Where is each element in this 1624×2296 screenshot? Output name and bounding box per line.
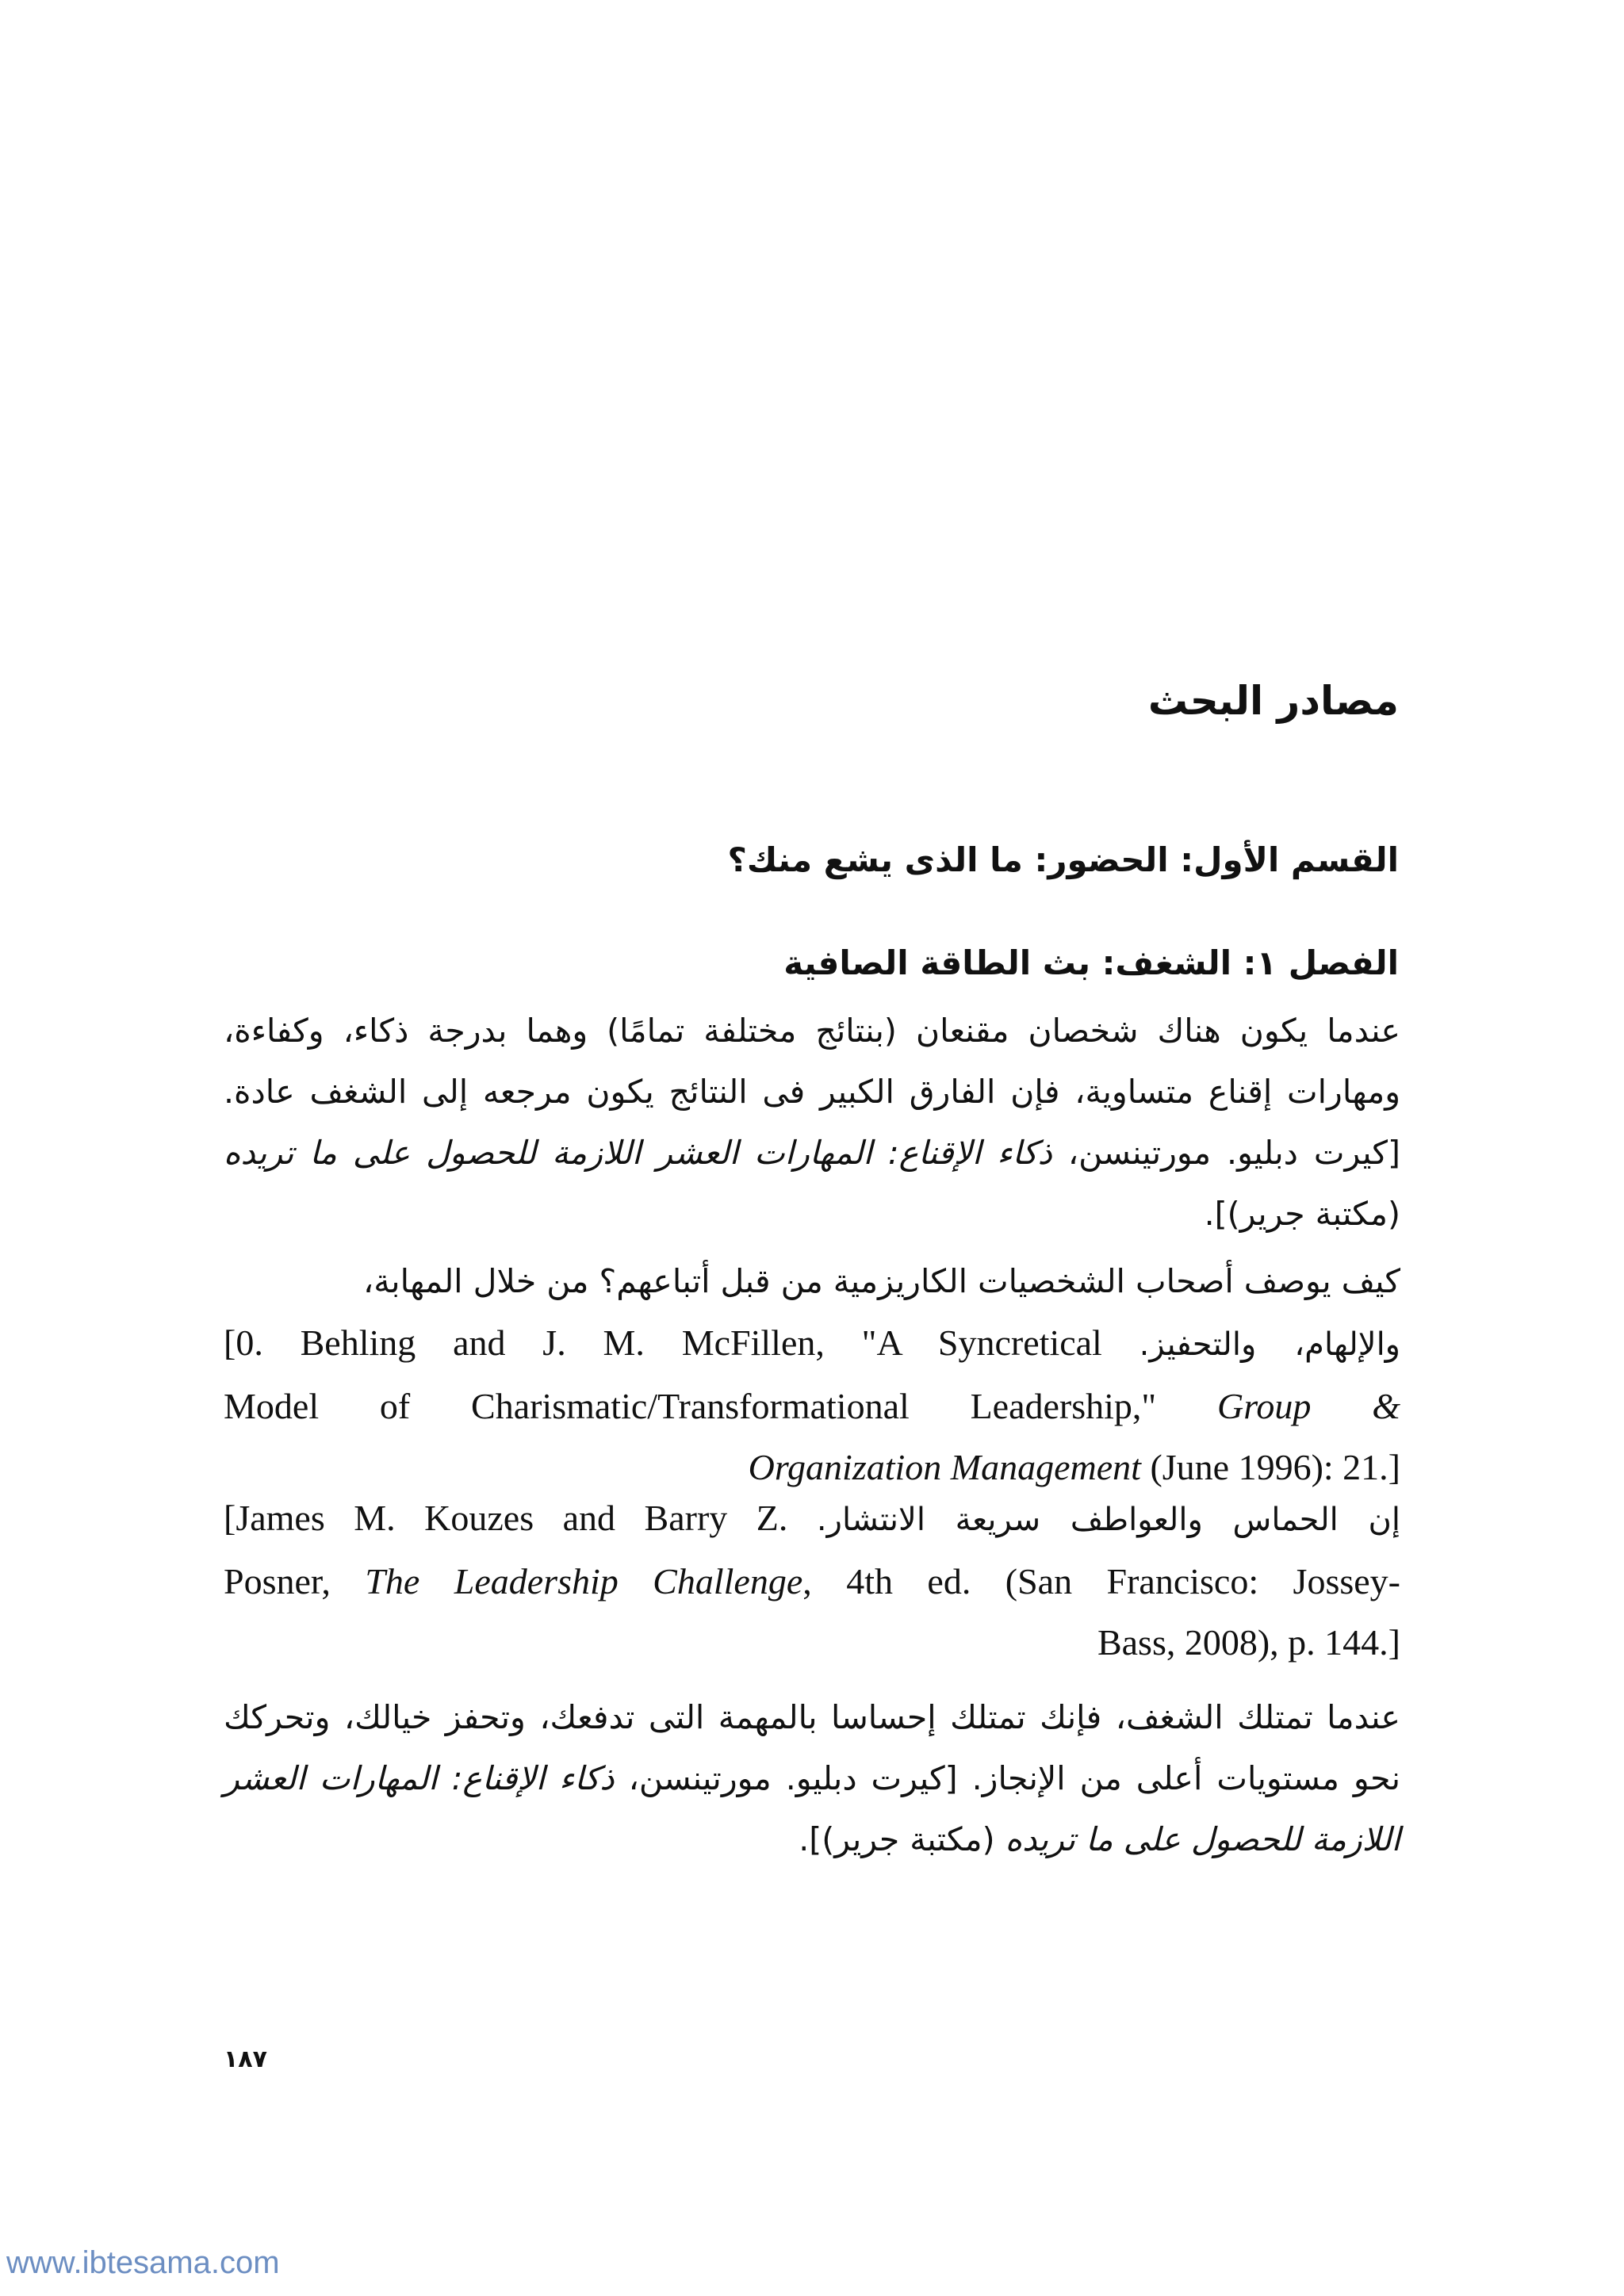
publisher-citation: (مكتبة جرير)]. xyxy=(1204,1195,1400,1233)
book-title: The Leadership Challenge xyxy=(365,1561,803,1601)
citation-text: [0. Behling and J. M. McFillen, "A Syncretical xyxy=(224,1322,1102,1363)
paragraph-charisma-citation xyxy=(224,1251,1400,1498)
book-title-citation: ذكاء الإقناع: المهارات العشر اللازمة للحصول على ما تريده xyxy=(224,1134,1052,1172)
paragraph-text: عندما تمتلك الشغف، فإنك تمتلك إحساسا بالمهمة التى تدفعك، وتحفز خيالك، وتحركك نحو مستويات أعلى من الإنجاز. [كيرت دبليو. مورتينسن، xyxy=(224,1698,1400,1797)
citation-text: Model of Charismatic/Transformational Leadership," xyxy=(224,1386,1217,1426)
journal-title: Group & xyxy=(1217,1386,1400,1426)
mixed-line xyxy=(224,1487,1400,1551)
journal-title: Organization Management xyxy=(748,1447,1141,1487)
paragraph-passion-drive xyxy=(224,1687,1400,1870)
citation-line xyxy=(224,1551,1400,1612)
citation-text: Posner, xyxy=(224,1561,366,1601)
paragraph-passion-source xyxy=(224,1001,1400,1245)
citation-text: [James M. Kouzes and Barry Z. xyxy=(224,1498,788,1538)
page-number: ١٨٧ xyxy=(224,2045,267,2073)
citation-text: (June 1996): 21.] xyxy=(1140,1447,1400,1487)
mixed-line xyxy=(224,1312,1400,1376)
publisher-citation: (مكتبة جرير)]. xyxy=(799,1820,1005,1858)
citation-text: , 4th ed. (San Francisco: Jossey- xyxy=(802,1561,1400,1601)
paragraph-text: عندما يكون هناك شخصان مقنعان (بنتائج مختلفة تمامًا) وهما بدرجة ذكاء، وكفاءة، ومهارات إقناع متساوية، فإن الفارق الكبير فى النتائج يكون مرجعه إلى الشغف عادة. [كيرت دبليو. مورتينسن، xyxy=(224,1012,1400,1172)
watermark-url: www.ibtesama.com xyxy=(6,2245,280,2280)
arabic-lead-text: والإلهام، والتحفيز. xyxy=(1139,1326,1401,1363)
book-title-citation: ذكاء الإقناع: المهارات العشر اللازمة للحصول على ما تريده xyxy=(224,1759,1400,1858)
arabic-lead-text: إن الحماس والعواطف سريعة الانتشار. xyxy=(816,1502,1401,1538)
page-heading: مصادر البحث xyxy=(1147,678,1399,724)
arabic-line: كيف يوصف أصحاب الشخصيات الكاريزمية من قبل أتباعهم؟ من خلال المهابة، xyxy=(362,1262,1400,1300)
citation-line: Bass, 2008), p. 144.] xyxy=(1097,1622,1400,1663)
paragraph-enthusiasm-citation xyxy=(224,1487,1400,1673)
section-title: القسم الأول: الحضور: ما الذى يشع منك؟ xyxy=(727,840,1399,879)
chapter-title: الفصل ١: الشغف: بث الطاقة الصافية xyxy=(783,943,1399,982)
citation-line xyxy=(224,1376,1400,1437)
